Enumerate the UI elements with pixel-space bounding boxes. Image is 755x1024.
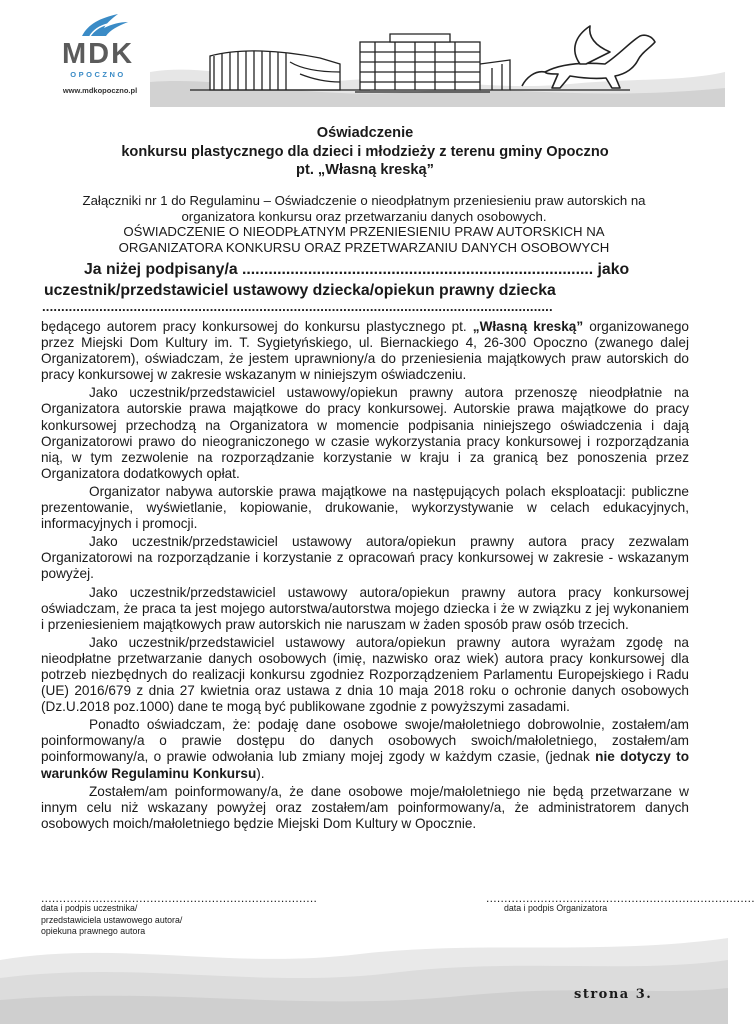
paragraph-1 bbox=[41, 319, 689, 383]
participant-signature-line: ............................................................................ bbox=[41, 891, 318, 905]
page-number: strona 3. bbox=[574, 987, 653, 1002]
organizer-signature-label: data i podpis Organizatora bbox=[504, 903, 608, 913]
paragraph-1-text-b: organizowanego przez Miejski Dom Kultury im. T. Sygietyńskiego, ul. Biernackiego 4, 26-300 Opoczno (zwanego dalej Organizatorem), oświadczam, że jestem uprawniony/a do przeniesienia majątkowych praw autorskich do pracy konkursowej w zakresie wskazanym w niniejszym oświadczeniu. bbox=[41, 319, 689, 383]
paragraph-7-text-a: Ponadto oświadczam, że: podaję dane osobowe swoje/małoletniego dobrowolnie, zostałem/am poinformowany/a o prawie dostępu do danych osobowych swoich/małoletniego, zostałem/am poinformowany/a, o prawie odwołania lub zmiany mojej zgody w każdym czasie, (jednak bbox=[41, 717, 689, 765]
title-line-2: konkursu plastycznego dla dzieci i młodzieży z terenu gminy Opoczno bbox=[121, 143, 609, 160]
paragraph-3: Organizator nabywa autorskie prawa majątkowe na następujących polach eksploatacji: publiczne prezentowanie, wyświetlanie, kopiowanie, drukowanie, wykorzystywanie w celach edukacyjnych, informacyjnych i promocji. bbox=[41, 483, 689, 532]
logo-url: www.mdkopoczno.pl bbox=[62, 86, 138, 95]
intro-line-1: Załączniki nr 1 do Regulaminu – Oświadczenie o nieodpłatnym przeniesieniu praw autorskich na bbox=[82, 193, 646, 208]
participant-signature-label-1: data i podpis uczestnika/ bbox=[41, 903, 138, 913]
paragraph-7-text-b: ). bbox=[256, 765, 265, 781]
logo-text: MDK bbox=[61, 38, 135, 70]
paragraph-1-text-a: będącego autorem pracy konkursowej do konkursu plastycznego pt. bbox=[41, 319, 473, 334]
participant-signature-label-2: przedstawiciela ustawowego autora/ bbox=[41, 914, 183, 925]
intro-line-3: OŚWIADCZENIE O NIEODPŁATNYM PRZENIESIENIU PRAW AUTORSKICH NA bbox=[123, 224, 605, 240]
intro-block bbox=[30, 193, 698, 255]
intro-line-2: organizatora konkursu oraz przetwarzaniu danych osobowych. bbox=[181, 208, 547, 224]
paragraph-7 bbox=[41, 717, 689, 781]
building-skyline-illustration bbox=[150, 12, 725, 107]
paragraph-2: Jako uczestnik/przedstawiciel ustawowy/opiekun prawny autora przenoszę nieodpłatnie na Organizatora autorskie prawa majątkowe do pracy konkursowej. Autorskie prawa majątkowe do pracy konkursowej przechodzą na Organizatora w momencie podpisania niniejszego oświadczenia i dają Organizatorowi prawo do nieograniczonego w czasie wykorzystania pracy konkursowej i rozporządzania nią, w tym zezwolenie na rozporządzanie korzystanie w kraju i za granicą bez ponoszenia przez Organizatora dodatkowych opłat. bbox=[41, 385, 689, 481]
participant-signature-label-3: opiekuna prawnego autora bbox=[41, 926, 146, 936]
paragraph-4: Jako uczestnik/przedstawiciel ustawowy autora/opiekun prawny autora pracy zezwalam Organizatorowi na rozporządzanie i korzystanie z opracowań pracy konkursowej w zakresie - wskazanym powyżej. bbox=[41, 534, 689, 582]
intro-line-4: ORGANIZATORA KONKURSU ORAZ PRZETWARZANIU DANYCH OSOBOWYCH bbox=[118, 239, 610, 255]
declarant-role-line: uczestnik/przedstawiciel ustawowy dziecka/opiekun prawny dziecka bbox=[44, 282, 556, 299]
declarant-name-line: Ja niżej podpisany/a ................................................................................ jako bbox=[84, 261, 630, 278]
paragraph-5: Jako uczestnik/przedstawiciel ustawowy autora/opiekun prawny autora pracy konkursowej oświadczam, że praca ta jest mojego autorstwa/autorstwa mojego dziecka i że w związku z jej wykonaniem i przeniesieniem majątkowych praw autorskich nie naruszam w żaden sposób praw osób trzecich. bbox=[41, 584, 689, 632]
declarant-dots-line: ...................................................................................................................................... bbox=[42, 299, 553, 314]
logo-subtitle: OPOCZNO bbox=[70, 70, 126, 79]
paragraph-6: Jako uczestnik/przedstawiciel ustawowy autora/opiekun prawny autora wyrażam zgodę na nieodpłatne przetwarzanie danych osobowych (imię, nazwisko oraz wiek) autora pracy konkursowej dla potrzeb niezbędnych do realizacji konkursu zgodniez Rozporządzeniem Parlamentu Europejskiego i Radu (UE) 2016/679 z dnia 27 kwietnia oraz ustawa z dnia 10 maja 2018 roku o ochronie danych osobowych (Dz.U.2018 poz.1000) dane te mogą być publikowane zgodnie z powyższymi zasadami. bbox=[41, 634, 689, 715]
mdk-logo bbox=[40, 10, 150, 100]
organizer-signature-line: .......................................................................... bbox=[486, 891, 755, 905]
regulation-exception: nie dotyczy to warunków Regulaminu Konkursu bbox=[41, 749, 689, 781]
document-title bbox=[60, 124, 670, 180]
footer-wave-decoration bbox=[0, 930, 728, 1024]
contest-title: „Własną kreską” bbox=[472, 319, 584, 334]
page-header bbox=[0, 0, 728, 112]
organizer-signature-block bbox=[486, 891, 755, 915]
title-line-1: Oświadczenie bbox=[316, 125, 414, 141]
pegasus-wing-icon bbox=[60, 10, 140, 40]
declarant-block bbox=[44, 259, 694, 301]
declaration-body bbox=[41, 319, 689, 832]
paragraph-8: Zostałem/am poinformowany/a, że dane osobowe moje/małoletniego nie będą przetwarzane w innym celu niż wskazany powyżej oraz zostałem/am poinformowany/a, że administratorem danych osobowych moich/małoletniego będzie Miejski Dom Kultury w Opocznie. bbox=[41, 783, 689, 831]
title-line-3: pt. „Własną kreską” bbox=[296, 162, 434, 178]
